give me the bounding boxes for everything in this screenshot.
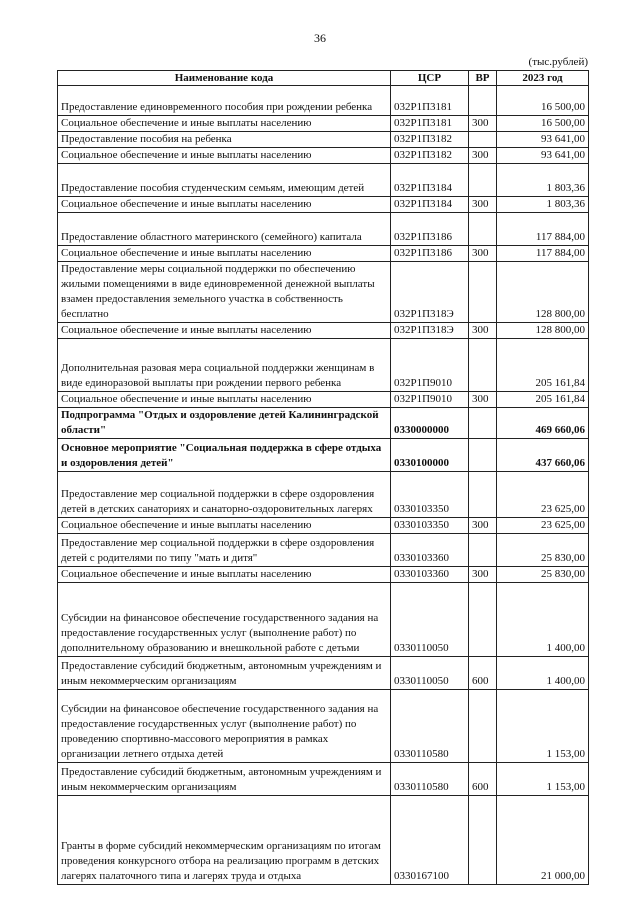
table-row: [58, 392, 589, 408]
row-vr-cell: [469, 339, 497, 392]
table-row: [58, 408, 589, 439]
row-vr-cell: 300: [469, 246, 497, 262]
row-amount-cell: 128 800,00: [497, 262, 589, 323]
row-vr-cell: 300: [469, 197, 497, 213]
row-name-cell: Предоставление мер социальной поддержки в сфере оздоровления детей с родителями по типу "мать и дитя": [58, 534, 391, 567]
row-csr-cell: 0330000000: [391, 408, 469, 439]
table-row: [58, 132, 589, 148]
table-row: [58, 534, 589, 567]
row-name-cell: Предоставление областного материнского (семейного) капитала: [58, 213, 391, 246]
row-amount-cell: 1 153,00: [497, 690, 589, 763]
row-csr-cell: 032Р1П3184: [391, 197, 469, 213]
row-name-cell: Предоставление меры социальной поддержки по обеспечению жилыми помещениями в виде единовременной денежной выплаты взамен предоставления земельного участка в собственность бесплатно: [58, 262, 391, 323]
row-csr-cell: 032Р1П9010: [391, 392, 469, 408]
row-vr-cell: [469, 439, 497, 472]
row-vr-cell: [469, 213, 497, 246]
table-row: [58, 518, 589, 534]
row-vr-cell: 300: [469, 116, 497, 132]
table-row: [58, 567, 589, 583]
table-body: [58, 86, 589, 885]
row-csr-cell: 032Р1П3181: [391, 86, 469, 116]
row-vr-cell: 300: [469, 392, 497, 408]
row-name-cell: Социальное обеспечение и иные выплаты населению: [58, 567, 391, 583]
row-name-cell: Предоставление субсидий бюджетным, автономным учреждениям и иным некоммерческим организациям: [58, 763, 391, 796]
table-row: [58, 796, 589, 885]
row-vr-cell: [469, 472, 497, 518]
row-name-cell: Предоставление пособия студенческим семьям, имеющим детей: [58, 164, 391, 197]
page-number: 36: [314, 31, 326, 45]
row-csr-cell: 032Р1П3186: [391, 213, 469, 246]
row-name-cell: Субсидии на финансовое обеспечение государственного задания на предоставление государственных услуг (выполнение работ) по дополнительному образованию и внешкольной работе с детьми: [58, 583, 391, 657]
row-csr-cell: 032Р1П3181: [391, 116, 469, 132]
header-csr: ЦСР: [391, 71, 469, 86]
row-amount-cell: 21 000,00: [497, 796, 589, 885]
row-amount-cell: 23 625,00: [497, 518, 589, 534]
row-vr-cell: [469, 132, 497, 148]
row-vr-cell: 600: [469, 657, 497, 690]
row-vr-cell: 300: [469, 148, 497, 164]
row-name-cell: Предоставление мер социальной поддержки в сфере оздоровления детей в детских санаториях и санаторно-оздоровительных лагерях: [58, 472, 391, 518]
row-vr-cell: [469, 583, 497, 657]
header-name: Наименование кода: [58, 71, 391, 86]
table-row: [58, 583, 589, 657]
row-vr-cell: [469, 164, 497, 197]
row-amount-cell: 16 500,00: [497, 86, 589, 116]
row-csr-cell: 032Р1П3184: [391, 164, 469, 197]
row-csr-cell: 032Р1П318Э: [391, 262, 469, 323]
row-csr-cell: 0330100000: [391, 439, 469, 472]
row-amount-cell: 117 884,00: [497, 246, 589, 262]
row-amount-cell: 117 884,00: [497, 213, 589, 246]
row-csr-cell: 032Р1П3186: [391, 246, 469, 262]
table-row: [58, 439, 589, 472]
row-name-cell: Социальное обеспечение и иные выплаты населению: [58, 518, 391, 534]
table-row: [58, 690, 589, 763]
row-name-cell: Предоставление субсидий бюджетным, автономным учреждениям и иным некоммерческим организациям: [58, 657, 391, 690]
row-amount-cell: 1 803,36: [497, 197, 589, 213]
row-amount-cell: 16 500,00: [497, 116, 589, 132]
row-name-cell: Социальное обеспечение и иные выплаты населению: [58, 323, 391, 339]
row-amount-cell: 205 161,84: [497, 392, 589, 408]
units-note: (тыс.рублей): [528, 56, 588, 68]
row-vr-cell: [469, 796, 497, 885]
table-row: [58, 262, 589, 323]
row-name-cell: Дополнительная разовая мера социальной поддержки женщинам в виде единоразовой выплаты при рождении первого ребенка: [58, 339, 391, 392]
row-vr-cell: 300: [469, 567, 497, 583]
row-amount-cell: 25 830,00: [497, 534, 589, 567]
row-csr-cell: 0330103350: [391, 472, 469, 518]
row-csr-cell: 0330103360: [391, 534, 469, 567]
row-vr-cell: [469, 262, 497, 323]
row-csr-cell: 032Р1П3182: [391, 148, 469, 164]
row-amount-cell: 437 660,06: [497, 439, 589, 472]
row-amount-cell: 93 641,00: [497, 148, 589, 164]
row-csr-cell: 0330167100: [391, 796, 469, 885]
table-row: [58, 472, 589, 518]
table-row: [58, 323, 589, 339]
row-name-cell: Социальное обеспечение и иные выплаты населению: [58, 392, 391, 408]
row-amount-cell: 1 400,00: [497, 583, 589, 657]
row-name-cell: Социальное обеспечение и иные выплаты населению: [58, 148, 391, 164]
table-row: [58, 246, 589, 262]
row-csr-cell: 032Р1П3182: [391, 132, 469, 148]
table-row: [58, 116, 589, 132]
row-csr-cell: 032Р1П318Э: [391, 323, 469, 339]
row-amount-cell: 1 803,36: [497, 164, 589, 197]
row-amount-cell: 205 161,84: [497, 339, 589, 392]
table-row: [58, 148, 589, 164]
row-csr-cell: 0330103360: [391, 567, 469, 583]
row-vr-cell: 300: [469, 323, 497, 339]
row-name-cell: Предоставление пособия на ребенка: [58, 132, 391, 148]
row-amount-cell: 469 660,06: [497, 408, 589, 439]
row-amount-cell: 25 830,00: [497, 567, 589, 583]
row-vr-cell: [469, 408, 497, 439]
row-csr-cell: 0330110580: [391, 763, 469, 796]
header-year: 2023 год: [497, 71, 589, 86]
row-name-cell: Субсидии на финансовое обеспечение государственного задания на предоставление государственных услуг (выполнение работ) по проведению спортивно-массового мероприятия в рамках организации летнего отдыха детей: [58, 690, 391, 763]
table-row: [58, 657, 589, 690]
row-amount-cell: 128 800,00: [497, 323, 589, 339]
row-csr-cell: 0330103350: [391, 518, 469, 534]
row-amount-cell: 23 625,00: [497, 472, 589, 518]
row-name-cell: Социальное обеспечение и иные выплаты населению: [58, 116, 391, 132]
budget-table: [57, 70, 589, 885]
row-csr-cell: 0330110050: [391, 583, 469, 657]
header-vr: ВР: [469, 71, 497, 86]
table-header-row: [58, 71, 589, 86]
row-csr-cell: 0330110580: [391, 690, 469, 763]
row-vr-cell: [469, 534, 497, 567]
row-amount-cell: 1 400,00: [497, 657, 589, 690]
row-vr-cell: [469, 690, 497, 763]
table-row: [58, 86, 589, 116]
row-vr-cell: 600: [469, 763, 497, 796]
table-row: [58, 164, 589, 197]
table-row: [58, 213, 589, 246]
table-row: [58, 197, 589, 213]
table-row: [58, 339, 589, 392]
row-csr-cell: 0330110050: [391, 657, 469, 690]
row-csr-cell: 032Р1П9010: [391, 339, 469, 392]
row-name-cell: Подпрограмма "Отдых и оздоровление детей Калининградской области": [58, 408, 391, 439]
row-amount-cell: 93 641,00: [497, 132, 589, 148]
row-amount-cell: 1 153,00: [497, 763, 589, 796]
row-vr-cell: 300: [469, 518, 497, 534]
row-name-cell: Социальное обеспечение и иные выплаты населению: [58, 197, 391, 213]
row-name-cell: Предоставление единовременного пособия при рождении ребенка: [58, 86, 391, 116]
row-name-cell: Социальное обеспечение и иные выплаты населению: [58, 246, 391, 262]
table-row: [58, 763, 589, 796]
row-name-cell: Гранты в форме субсидий некоммерческим организациям по итогам проведения конкурсного отбора на реализацию программ в детских лагерях палаточного типа и лагерях труда и отдыха: [58, 796, 391, 885]
row-vr-cell: [469, 86, 497, 116]
row-name-cell: Основное мероприятие "Социальная поддержка в сфере отдыха и оздоровления детей": [58, 439, 391, 472]
